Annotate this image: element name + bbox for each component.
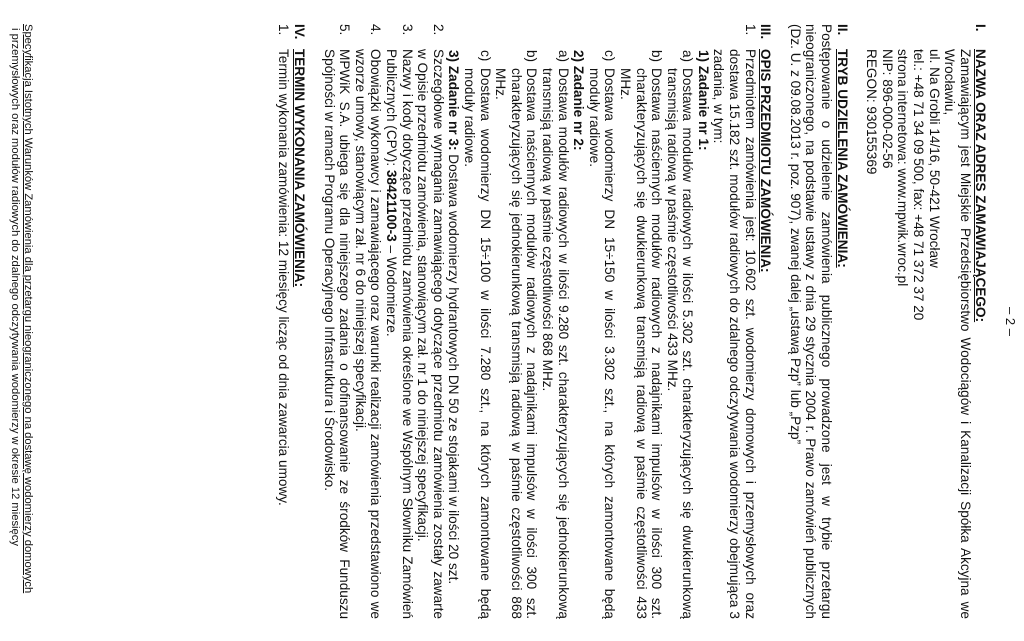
section-1-number: I. (973, 24, 989, 32)
item-text: Szczegółowe wymagania zamawiającego dotyczące przedmiotu zamówienia zostały zawarte w Opisie przedmiotu zamówienia, stanowiącym zał. nr 1 do niniejszej specyfikacji. (415, 49, 446, 619)
item-number: 2. (430, 24, 446, 36)
letter-label: c) (602, 50, 618, 62)
document-footer (9, 24, 34, 617)
task-1-item-a (664, 24, 695, 619)
section-3-item-3 (383, 24, 414, 619)
buyer-nip: NIP: 896-000-02-56 (879, 49, 895, 169)
section-1-heading (973, 24, 989, 619)
item-text: Obowiązki wykonawcy i zamawiającego oraz warunki realizacji zamówienia przedstawiono we wzorze umowy, stanowiącym zał. nr 6 do niniejszej specyfikacji. (352, 49, 384, 619)
section-1-body (864, 24, 973, 619)
cpv-code: 38421100-3 (384, 169, 400, 242)
item-number: 1. (276, 24, 292, 36)
item-number: 5. (337, 24, 353, 36)
section-3-item-2 (415, 24, 446, 619)
task-2-heading: 2) Zadanie nr 2: (571, 50, 587, 151)
section-2-heading (834, 24, 850, 619)
task-1-heading: 1) Zadanie nr 1: (695, 50, 711, 151)
task-3-heading: 3) Zadanie nr 3: (446, 50, 462, 151)
letter-label: c) (477, 50, 493, 62)
section-4-item-1 (276, 24, 292, 619)
footer-line-2: i przemysłowych oraz modułów radiowych do zdalnego odczytywania wodomierzy w okresie 12 miesięcy (9, 28, 22, 546)
letter-text: Dostawa naściennych modułów radiowych z nadajnikami impulsów w ilości 300 szt. charakteryzujących się dwukierunkową transmisją radiową w paśmie częstotliwości 433 MHz. (617, 68, 665, 619)
section-2-text: Postępowanie o udzielenie zamówienia publicznego prowadzone jest w trybie przetargu nieograniczonego, na podstawie ustawy z dnia 29 stycznia 2004 r. Prawo zamówień publicznych (Dz. U. z 09.08.2013 r. poz. 907), zwanej dalej „ustawą Pzp” lub „Pzp” (787, 24, 835, 619)
section-2-number: II. (834, 24, 850, 36)
task-2-item-a (539, 24, 570, 619)
cpv-text-after: – Wodomierze. (384, 241, 400, 337)
letter-label: a) (680, 50, 696, 63)
item-number: 4. (368, 24, 384, 36)
page-number: – 2 – (1003, 307, 1018, 336)
item-number: 1. (742, 24, 758, 36)
item-text: MPWiK S.A. ubiega się dla niniejszego zadania o dofinansowanie ze środków Funduszu Spójności w ramach Programu Operacyjnego Infrastruktura i Środowisko. (321, 49, 353, 619)
buyer-website: strona internetowa: www.mpwik.wroc.pl (895, 49, 911, 287)
letter-label: b) (524, 50, 540, 63)
task-2-item-c (461, 24, 492, 619)
item-number: 3. (399, 24, 415, 36)
buyer-phone: tel.: +48 71 34 09 500, fax: +48 71 372 37 20 (911, 49, 927, 321)
footer-line-1: Specyfikacja Istotnych Warunków Zamówienia dla przetargu nieograniczonego na dostawę wodomierzy domowych (22, 24, 34, 594)
section-3-item-4 (352, 24, 383, 619)
section-3-number: III. (758, 24, 774, 40)
item-text: Termin wykonania zamówienia: 12 miesięcy licząc od dnia zawarcia umowy. (276, 49, 292, 506)
buyer-intro: Zamawiającym jest Miejskie Przedsiębiorstwo Wodociągów i Kanalizacji Spółka Akcyjna we Wrocławiu, (942, 49, 973, 619)
letter-text: Dostawa wodomierzy DN 15÷100 w ilości 7.280 szt., na których zamontowane będą moduły radiowe. (462, 68, 493, 619)
task-1-item-c (586, 24, 617, 619)
task-2-item-b (493, 24, 540, 619)
letter-text: Dostawa naściennych modułów radiowych z nadajnikami impulsów w ilości 300 szt. charakteryzujących się jednokierunkową transmisją radiową w paśmie częstotliwości 868 MHz. (493, 68, 540, 619)
cpv-text-before: Nazwy i kody dotyczące przedmiotu zamówienia określone we Wspólnym Słowniku Zamówień Publicznych (CPV): (384, 49, 415, 619)
section-3-item-5 (321, 24, 352, 619)
section-3-title: OPIS PRZEDMIOTU ZAMÓWIENIA: (758, 49, 774, 273)
item-text: Przedmiotem zamówienia jest: 10.602 szt. wodomierzy domowych i przemysłowych oraz dostawa 15.182 szt. modułów radiowych do zdalnego odczytywania wodomierzy obejmująca 3 zadania, w tym: (711, 49, 758, 619)
task-3-text: Dostawa wodomierzy hydrantowych DN 50 ze stojakami w ilości 20 szt. (446, 154, 462, 585)
buyer-regon: REGON: 930155369 (864, 49, 880, 175)
task-3 (446, 24, 462, 619)
section-1-title: NAZWA ORAZ ADRES ZAMAWIAJĄCEGO: (973, 49, 989, 323)
letter-text: Dostawa modułów radiowych w ilości 9.280 szt. charakteryzujących się jednokierunkową transmisją radiową w paśmie częstotliwości 868 MHz. (539, 68, 571, 619)
section-3-item-1 (711, 24, 758, 619)
letter-text: Dostawa modułów radiowych w ilości 5.302 szt. charakteryzujących się dwukierunkową transmisją radiową w paśmie częstotliwości 433 MHz. (664, 68, 696, 619)
section-4-heading (291, 24, 307, 619)
section-4-number: IV. (292, 24, 308, 40)
task-1-item-b (617, 24, 664, 619)
section-4-title: TERMIN WYKONANIA ZAMÓWIENIA: (292, 49, 308, 288)
letter-label: a) (555, 50, 571, 63)
letter-text: Dostawa wodomierzy DN 15÷150 w ilości 3.302 szt., na których zamontowane będą moduły radiowe. (586, 68, 618, 619)
section-3-heading (758, 24, 774, 619)
letter-label: b) (649, 50, 665, 63)
buyer-address: ul. Na Grobli 14/16, 50-421 Wrocław (926, 49, 942, 268)
section-2-title: TRYB UDZIELENIA ZAMÓWIENIA: (834, 49, 850, 268)
